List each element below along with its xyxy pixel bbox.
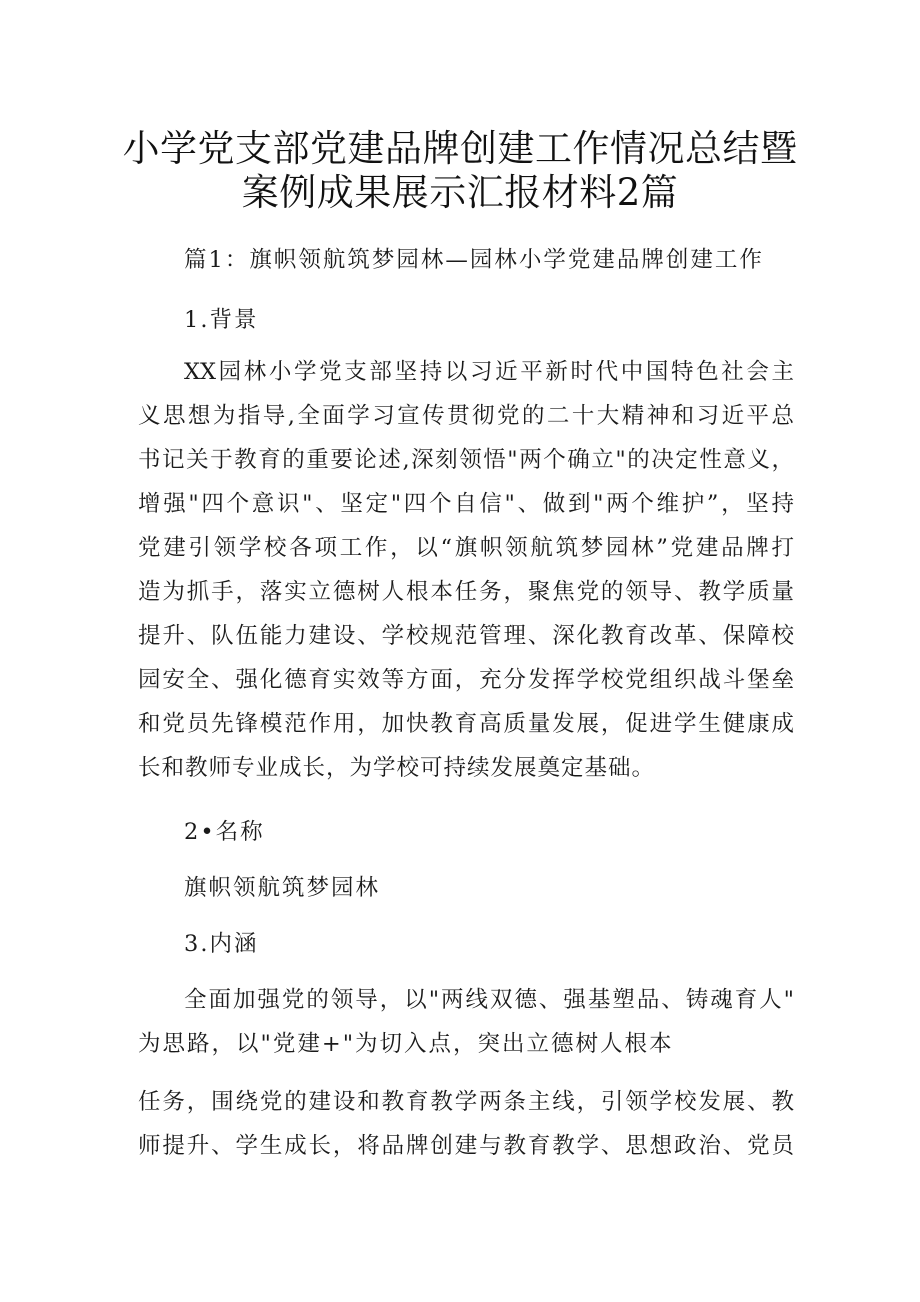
section-2-heading: 2•名称 <box>184 819 265 845</box>
section-3-line-1: 全面加强党的领导，以"两线双德、强基塑品、铸魂育人" <box>184 987 794 1013</box>
document-title-line-2: 案例成果展示汇报材料2篇 <box>241 171 679 214</box>
section-1-line-3: 书记关于教育的重要论述,深刻领悟"两个确立"的决定性意义， <box>138 447 794 473</box>
section-1-line-2: 义思想为指导,全面学习宣传贯彻党的二十大精神和习近平总 <box>138 403 794 429</box>
section-1-line-4: 增强"四个意识"、坚定"四个自信"、做到"两个维护”，坚持 <box>138 491 794 517</box>
section-1-line-6: 造为抓手，落实立德树人根本任务，聚焦党的领导、教学质量 <box>138 579 794 605</box>
subtitle: 篇1：旗帜领航筑梦园林—园林小学党建品牌创建工作 <box>184 247 764 273</box>
section-1-line-9: 和党员先锋模范作用，加快教育高质量发展，促进学生健康成 <box>138 711 794 737</box>
section-3-heading: 3.内涵 <box>184 931 259 957</box>
section-1-heading: 1.背景 <box>184 307 259 333</box>
section-1-line-10: 长和教师专业成长，为学校可持续发展奠定基础。 <box>138 755 656 781</box>
section-1-line-8: 园安全、强化德育实效等方面，充分发挥学校党组织战斗堡垒 <box>138 667 794 693</box>
document-title-line-1: 小学党支部党建品牌创建工作情况总结暨 <box>122 127 798 170</box>
section-1-line-7: 提升、队伍能力建设、学校规范管理、深化教育改革、保障校 <box>138 623 794 649</box>
section-1-line-1: XX园林小学党支部坚持以习近平新时代中国特色社会主 <box>184 359 794 385</box>
section-3-line-4: 师提升、学生成长，将品牌创建与教育教学、思想政治、党员 <box>138 1133 794 1159</box>
section-3-line-3: 任务，围绕党的建设和教育教学两条主线，引领学校发展、教 <box>138 1089 794 1115</box>
section-1-line-5: 党建引领学校各项工作，以“旗帜领航筑梦园林”党建品牌打 <box>138 535 794 561</box>
section-3-line-2: 为思路，以"党建+"为切入点，突出立德树人根本 <box>138 1031 674 1057</box>
section-2-text: 旗帜领航筑梦园林 <box>184 875 381 901</box>
